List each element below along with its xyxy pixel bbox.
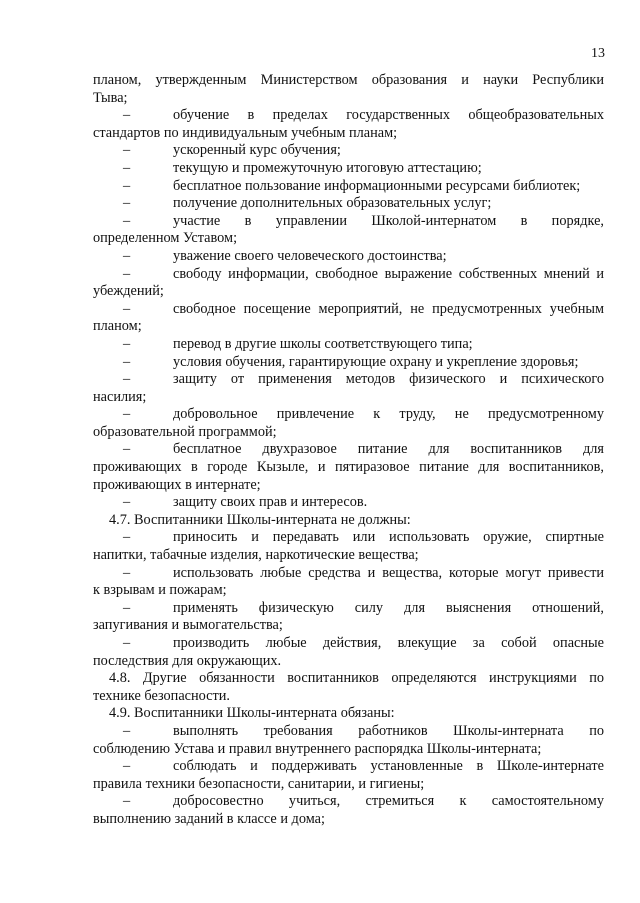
- list-item: [93, 301, 604, 336]
- list-item-continuation: насилия;: [93, 388, 147, 405]
- dash-bullet: –: [123, 247, 131, 264]
- list-item: [93, 336, 604, 354]
- list-item-first-line: защиту своих прав и интересов.: [173, 494, 368, 511]
- rights-list: [93, 107, 604, 512]
- list-item: [93, 529, 604, 564]
- list-item: [93, 723, 604, 758]
- list-item: [93, 371, 604, 406]
- dash-bullet: –: [123, 107, 131, 124]
- list-item: [93, 793, 604, 828]
- dash-bullet: –: [123, 599, 131, 616]
- obligations-list: [93, 723, 604, 829]
- list-item-continuation: правила техники безопасности, санитарии, и гигиены;: [93, 775, 425, 792]
- list-item-continuation: убеждений;: [93, 283, 164, 300]
- dash-bullet: –: [123, 300, 131, 317]
- list-item-first-line: ускоренный курс обучения;: [173, 142, 341, 159]
- dash-bullet: –: [123, 353, 131, 370]
- list-item-first-line: условия обучения, гарантирующие охрану и укрепление здоровья;: [173, 353, 579, 370]
- dash-bullet: –: [123, 159, 131, 176]
- dash-bullet: –: [123, 564, 131, 581]
- list-item-continuation: стандартов по индивидуальным учебным планам;: [93, 124, 398, 141]
- list-item: [93, 248, 604, 266]
- dash-bullet: –: [123, 177, 131, 194]
- intro-paragraph-end: [93, 90, 604, 108]
- list-item-first-line: применять физическую силу для выяснения отношений,: [173, 599, 604, 616]
- prohibitions-list: [93, 529, 604, 670]
- list-item: [93, 758, 604, 793]
- dash-bullet: –: [123, 371, 131, 388]
- list-item-continuation: соблюдению Устава и правил внутреннего распорядка Школы-интерната;: [93, 740, 542, 757]
- intro-paragraph: [93, 72, 604, 90]
- dash-bullet: –: [123, 793, 131, 810]
- list-item: [93, 178, 604, 196]
- section-4-8-line-2: технике безопасности.: [93, 687, 231, 704]
- section-4-8-line-1: 4.8. Другие обязанности воспитанников определяются инструкциями по: [109, 670, 604, 687]
- list-item-first-line: участие в управлении Школой-интернатом в порядке,: [173, 212, 604, 229]
- dash-bullet: –: [123, 212, 131, 229]
- list-item: [93, 142, 604, 160]
- intro-line-1: планом, утвержденным Министерством образования и науки Республики: [93, 72, 604, 88]
- list-item: [93, 195, 604, 213]
- list-item: [93, 494, 604, 512]
- document-body: [93, 72, 604, 829]
- section-4-9-heading: 4.9. Воспитанники Школы-интерната обязаны:: [109, 705, 395, 722]
- list-item-continuation: определенном Уставом;: [93, 230, 238, 247]
- dash-bullet: –: [123, 195, 131, 212]
- list-item-first-line: производить любые действия, влекущие за собой опасные: [173, 635, 604, 651]
- dash-bullet: –: [123, 335, 131, 352]
- list-item-continuation: выполнению заданий в классе и дома;: [93, 810, 325, 827]
- list-item-first-line: использовать любые средства и вещества, которые могут привести: [173, 564, 604, 581]
- list-item-first-line: обучение в пределах государственных общеобразовательных: [173, 107, 604, 124]
- list-item: [93, 600, 604, 635]
- dash-bullet: –: [123, 406, 131, 423]
- list-item-first-line: приносить и передавать или использовать оружие, спиртные: [173, 529, 604, 546]
- list-item: [93, 565, 604, 600]
- page-number: 13: [591, 46, 605, 61]
- dash-bullet: –: [123, 441, 131, 458]
- list-item: [93, 406, 604, 441]
- list-item-continuation: проживающих в городе Кызыле, и пятиразовое питание для воспитанников, проживающих в интернате;: [93, 459, 604, 493]
- list-item-first-line: бесплатное пользование информационными ресурсами библиотек;: [173, 177, 581, 194]
- dash-bullet: –: [123, 494, 131, 511]
- list-item-first-line: свободу информации, свободное выражение собственных мнений и: [173, 265, 604, 282]
- section-4-7-heading: 4.7. Воспитанники Школы-интерната не должны:: [109, 511, 411, 528]
- list-item-first-line: текущую и промежуточную итоговую аттестацию;: [173, 159, 482, 176]
- list-item-first-line: добровольное привлечение к труду, не предусмотренному: [173, 406, 604, 423]
- dash-bullet: –: [123, 265, 131, 282]
- list-item-continuation: планом;: [93, 318, 142, 335]
- list-item-first-line: выполнять требования работников Школы-интерната по: [173, 722, 604, 739]
- list-item: [93, 107, 604, 142]
- list-item-first-line: свободное посещение мероприятий, не предусмотренных учебным: [173, 300, 604, 317]
- list-item-first-line: добросовестно учиться, стремиться к самостоятельному: [173, 793, 604, 810]
- list-item-continuation: к взрывам и пожарам;: [93, 582, 227, 599]
- list-item: [93, 441, 604, 494]
- dash-bullet: –: [123, 635, 131, 651]
- dash-bullet: –: [123, 758, 131, 775]
- list-item-continuation: последствия для окружающих.: [93, 652, 282, 669]
- dash-bullet: –: [123, 142, 131, 159]
- dash-bullet: –: [123, 722, 131, 739]
- list-item: [93, 213, 604, 248]
- list-item-first-line: уважение своего человеческого достоинства;: [173, 247, 447, 264]
- list-item-continuation: напитки, табачные изделия, наркотические вещества;: [93, 547, 419, 564]
- list-item-first-line: соблюдать и поддерживать установленные в Школе-интернате: [173, 758, 604, 775]
- list-item-first-line: перевод в другие школы соответствующего типа;: [173, 335, 473, 352]
- dash-bullet: –: [123, 529, 131, 546]
- list-item: [93, 266, 604, 301]
- list-item: [93, 160, 604, 178]
- list-item-continuation: запугивания и вымогательства;: [93, 617, 283, 634]
- list-item: [93, 635, 604, 670]
- list-item: [93, 354, 604, 372]
- list-item-first-line: защиту от применения методов физического и психического: [173, 371, 604, 388]
- list-item-first-line: получение дополнительных образовательных услуг;: [173, 195, 492, 212]
- list-item-continuation: образовательной программой;: [93, 423, 277, 440]
- list-item-first-line: бесплатное двухразовое питание для воспитанников для: [173, 441, 604, 458]
- intro-line-2: Тыва;: [93, 89, 128, 106]
